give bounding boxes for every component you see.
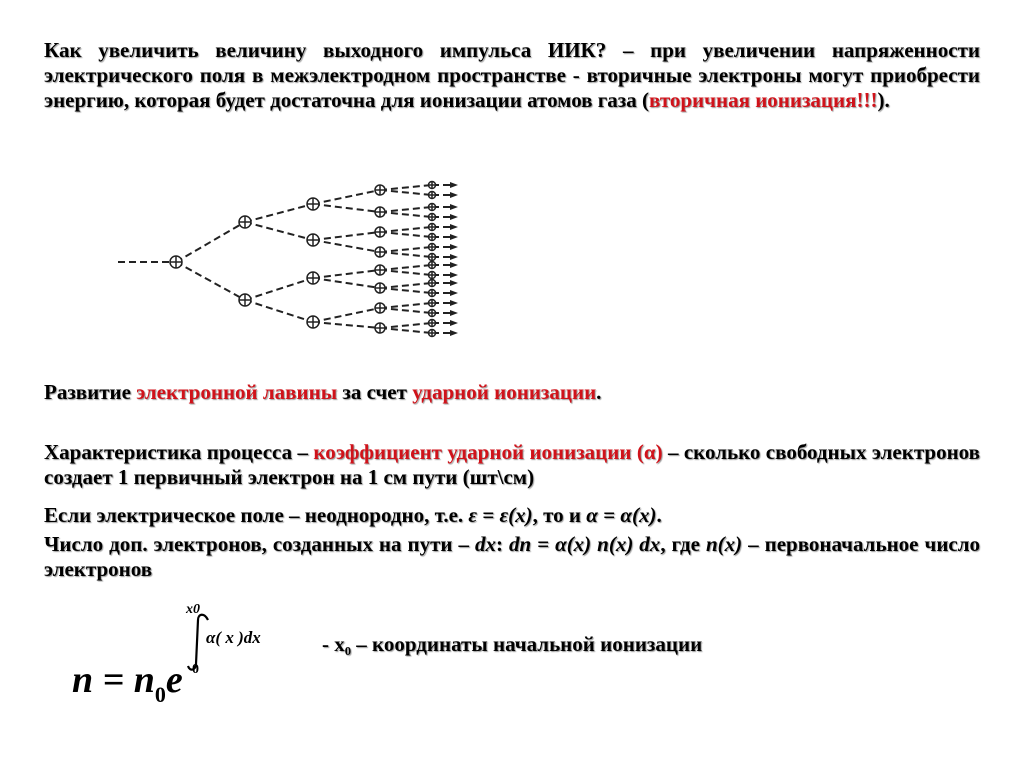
integral-lower-limit: 0 — [192, 662, 199, 677]
avalanche-track — [380, 247, 432, 252]
avalanche-track — [313, 190, 380, 204]
arrow-icon — [450, 320, 458, 326]
avalanche-track — [380, 270, 432, 275]
arrow-icon — [450, 254, 458, 260]
avalanche-track — [380, 232, 432, 237]
nonuniform-text-2: , то и — [532, 503, 587, 527]
intro-paragraph — [44, 38, 980, 113]
arrow-icon — [450, 244, 458, 250]
nonuniform-text-1: Если электрическое поле – неоднородно, т.е. — [44, 503, 469, 527]
avalanche-track — [245, 278, 313, 300]
avalanche-track — [380, 303, 432, 308]
arrow-icon — [450, 300, 458, 306]
characteristic-paragraph — [44, 440, 980, 490]
avalanche-track — [245, 300, 313, 322]
formula-sub-zero: 0 — [154, 682, 166, 707]
arrow-icon — [450, 192, 458, 198]
avalanche-track — [380, 323, 432, 328]
characteristic-text-1: Характеристика процесса – — [44, 440, 314, 464]
avalanche-track — [380, 207, 432, 212]
avalanche-track — [313, 232, 380, 240]
avalanche-track — [380, 288, 432, 293]
arrow-icon — [450, 290, 458, 296]
integral-upper-limit: x0 — [186, 602, 200, 617]
characteristic-text-2: – сколько свободных электронов создает 1 первичный электрон на 1 см пути (шт\см) — [44, 440, 981, 489]
formula-note: - x₀ – координаты начальной ионизации — [322, 632, 703, 656]
arrow-icon — [450, 280, 458, 286]
avalanche-track — [380, 190, 432, 195]
arrow-icon — [450, 214, 458, 220]
avalanche-track — [313, 322, 380, 328]
additional-eq: dn = α(x) n(x) dx — [508, 532, 661, 556]
arrow-icon — [450, 224, 458, 230]
avalanche-track — [313, 308, 380, 322]
avalanche-track — [380, 212, 432, 217]
avalanche-paragraph — [44, 380, 980, 405]
formula-n: n = n — [72, 659, 155, 701]
avalanche-text-1: Развитие — [44, 380, 137, 404]
avalanche-track — [380, 328, 432, 333]
additional-paragraph — [44, 532, 980, 582]
avalanche-diagram — [110, 176, 470, 348]
additional-nx: n(x) — [705, 532, 743, 556]
arrow-icon — [450, 310, 458, 316]
intro-text: Как увеличить величину выходного импульса ИИК? – при увеличении напряженности электрического поля в межэлектродном пространстве - вторичные электроны могут приобрести энергию, которая будет достаточна для ионизации атомов газа ( — [44, 38, 980, 112]
arrow-icon — [450, 272, 458, 278]
intro-text-end: ). — [877, 88, 890, 112]
avalanche-track — [380, 185, 432, 190]
arrow-icon — [450, 262, 458, 268]
nonuniform-paragraph — [44, 503, 980, 528]
characteristic-highlight: коэффициент ударной ионизации (α) — [313, 440, 663, 464]
avalanche-track — [313, 204, 380, 212]
avalanche-track — [380, 227, 432, 232]
additional-text-4: – первоначальное число электронов — [44, 532, 981, 581]
formula-main — [72, 658, 183, 707]
integrand: α( x )dx — [206, 628, 261, 647]
avalanche-highlight-1: электронной лавины — [136, 380, 338, 404]
avalanche-track — [245, 204, 313, 222]
arrow-icon — [450, 234, 458, 240]
additional-text-3: , где — [660, 532, 706, 556]
avalanche-track — [245, 222, 313, 240]
nonuniform-eq-1: ε = ε(x) — [468, 503, 533, 527]
arrow-icon — [450, 182, 458, 188]
arrow-icon — [450, 330, 458, 336]
avalanche-track — [380, 252, 432, 257]
avalanche-formula — [60, 600, 360, 710]
arrow-icon — [450, 204, 458, 210]
avalanche-track — [313, 240, 380, 252]
avalanche-track — [380, 283, 432, 288]
nonuniform-eq-2: α = α(x) — [586, 503, 657, 527]
avalanche-text-2: за счет — [337, 380, 413, 404]
additional-text-2: : — [495, 532, 509, 556]
avalanche-track — [176, 222, 245, 262]
intro-highlight: вторичная ионизация!!! — [649, 88, 878, 112]
nonuniform-text-3: . — [656, 503, 662, 527]
avalanche-track — [313, 270, 380, 278]
additional-dx: dx — [474, 532, 496, 556]
avalanche-text-3: . — [596, 380, 602, 404]
avalanche-track — [313, 278, 380, 288]
avalanche-track — [176, 262, 245, 300]
avalanche-track — [380, 265, 432, 270]
avalanche-highlight-2: ударной ионизации — [412, 380, 597, 404]
avalanche-track — [380, 308, 432, 313]
additional-text-1: Число доп. электронов, созданных на пути – — [44, 532, 475, 556]
formula-e: e — [165, 659, 183, 701]
